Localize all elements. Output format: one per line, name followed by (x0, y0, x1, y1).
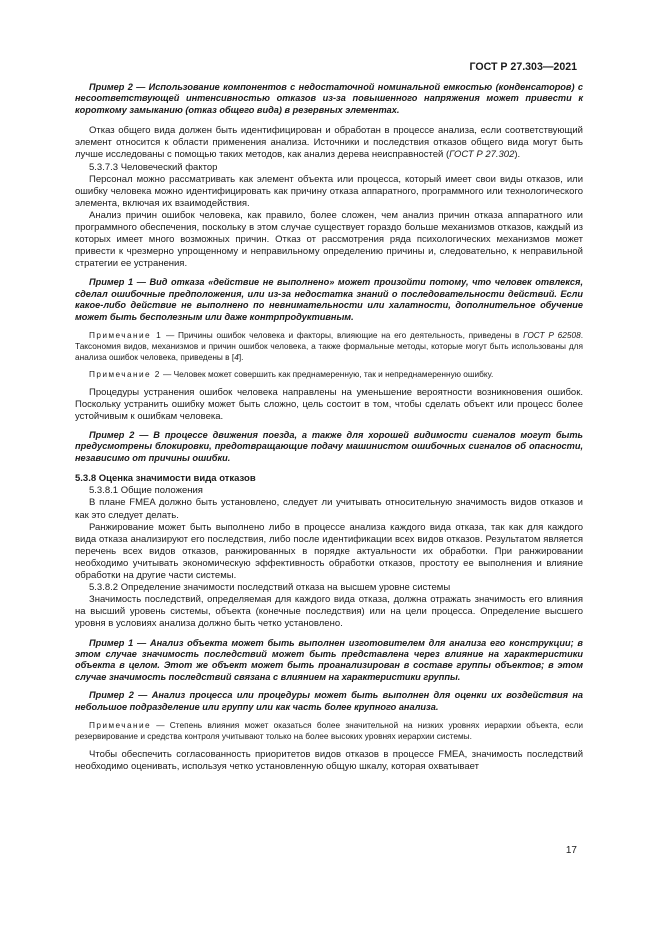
note-2: Примечание 2 — Человек может совершить как преднамеренную, так и непреднамеренную ошибку. (89, 368, 494, 379)
standard-designation: ГОСТ Р 27.303—2021 (469, 61, 577, 73)
section-heading-538: 5.3.8 Оценка значимости вида отказов (75, 473, 256, 485)
example-2-process-analysis: Пример 2 — Анализ процесса или процедуры может быть выполнен для оценки их воздействия на небольшое подразделение или группу или как часть более крупного анализа. (75, 690, 583, 712)
consistency-paragraph: Чтобы обеспечить согласованность приоритетов видов отказов в процессе FMEA, значимость последствий необходимо оценивать, используя четко установленную общую шкалу, которая охватывает (75, 749, 583, 773)
note-label: Примечание 2 (89, 368, 161, 379)
human-factor-paragraph-2: Анализ причин ошибок человека, как правило, более сложен, чем анализ причин отказа аппаратного или программного обеспечения, поскольку в этом случае существует гораздо больше механизмов отказов, каждый из которых имеет много возможных причин. Отказ от рассмотрения ряда психологических механизмов может привести к чрезмерно упрощенному и неправильному определению причины и, следовательно, к неправильной стратегии ее устранения. (75, 209, 583, 270)
page-content (75, 82, 583, 774)
reference-gost-27302: ГОСТ Р 27.302 (449, 149, 515, 161)
common-cause-paragraph: Отказ общего вида должен быть идентифицирован и обработан в процессе анализа, если соответствующий элемент относится к области применения анализа. Источники и последствия отказов общего вида могут быть лучше исследованы с помощью таких методов, как анализ дерева неисправностей (ГОСТ Р 27.302). (75, 125, 583, 161)
ranking-paragraph-1: В плане FMEA должно быть установлено, следует ли учитывать относительную значимость видов отказов и как это следует делать. (75, 497, 583, 521)
note-label: Примечание 1 (89, 329, 163, 340)
human-factor-paragraph-1: Персонал можно рассматривать как элемент объекта или процесса, который имеет свои виды отказов, или ошибку человека можно идентифицировать как причину отказа аппаратного, программного или технологического элемента, включая их взаимодействия. (75, 173, 583, 209)
bibliography-reference: 4 (234, 352, 239, 363)
section-heading-5381: 5.3.8.1 Общие положения (89, 485, 203, 497)
section-heading-5382: 5.3.8.2 Определение значимости последствий отказа на высшем уровне системы (89, 582, 451, 594)
note-label: Примечание (89, 719, 152, 730)
reference-gost-62508: ГОСТ Р 62508 (523, 329, 581, 340)
example-1-action-not-performed: Пример 1 — Вид отказа «действие не выполнено» может произойти потому, что человек отвлекся, сделал ошибочные предположения, или из-за недостатка знаний о последовательности действий. Если какое-либо действие не выполнено по невнимательности или халатности, дополнительное обучение может быть бесполезным или даже контрпродуктивным. (75, 277, 583, 322)
note-hierarchy: Примечание — Степень влияния может оказаться более значительной на низких уровнях иерархии объекта, если резервирование и средства контроля учитывают только на более высоких уровнях иерархии системы. (75, 719, 583, 742)
page-number: 17 (565, 845, 577, 856)
ranking-paragraph-2: Ранжирование может быть выполнено либо в процессе анализа каждого вида отказа, так как для каждого вида отказа анализируют его последствия, либо после идентификации всех видов отказов. Результатом является перечень всех видов отказов, ранжированных в порядке актуальности их обработки. При ранжировании необходимо учитывать экономическую эффективность обработки отказов, простоту ее выполнения и влияние обработки на другие части системы. (75, 521, 583, 582)
significance-paragraph: Значимость последствий, определяемая для каждого вида отказа, должна отражать значимость его влияния на высший уровень системы, объекта (конечные последствия) или на цели процесса. Определение высшего уровня в условиях анализа должно быть четко установлено. (75, 594, 583, 630)
note-1: Примечание 1 — Причины ошибок человека и факторы, влияющие на его деятельность, приведены в ГОСТ Р 62508. Таксономия видов, механизмов и причин ошибок человека, а также формальные методы, которые могут быть использованы для анализа ошибок человека, приведены в [4]. (75, 329, 583, 363)
example-2-train-signals: Пример 2 — В процессе движения поезда, а также для хорошей видимости сигналов могут быть предусмотрены блокировки, предотвращающие подачу машинистом ошибочных сигналов об опасности, независимо от причины ошибки. (75, 430, 583, 463)
example-2-capacitors: Пример 2 — Использование компонентов с недостаточной номинальной емкостью (конденсаторов) с несоответствующей интенсивностью отказов из-за повышенного напряжения может привести к короткому замыканию (отказ общего вида) в резервных элементах. (75, 82, 583, 115)
example-1-object-analysis: Пример 1 — Анализ объекта может быть выполнен изготовителем для анализа его конструкции; в этом случае значимость последствий может быть представлена через влияние на характеристики объекта в целом. Этот же объект может быть проанализирован в составе группы объектов; в этом случае значимость последствий связана с влиянием на характеристики группы. (75, 637, 583, 682)
section-heading-5373: 5.3.7.3 Человеческий фактор (89, 161, 218, 173)
error-elimination-paragraph: Процедуры устранения ошибок человека направлены на уменьшение вероятности возникновения ошибок. Поскольку устранить ошибку может быть сложно, цель состоит в том, чтобы сделать объект или процесс более устойчивым к ошибкам человека. (75, 386, 583, 422)
